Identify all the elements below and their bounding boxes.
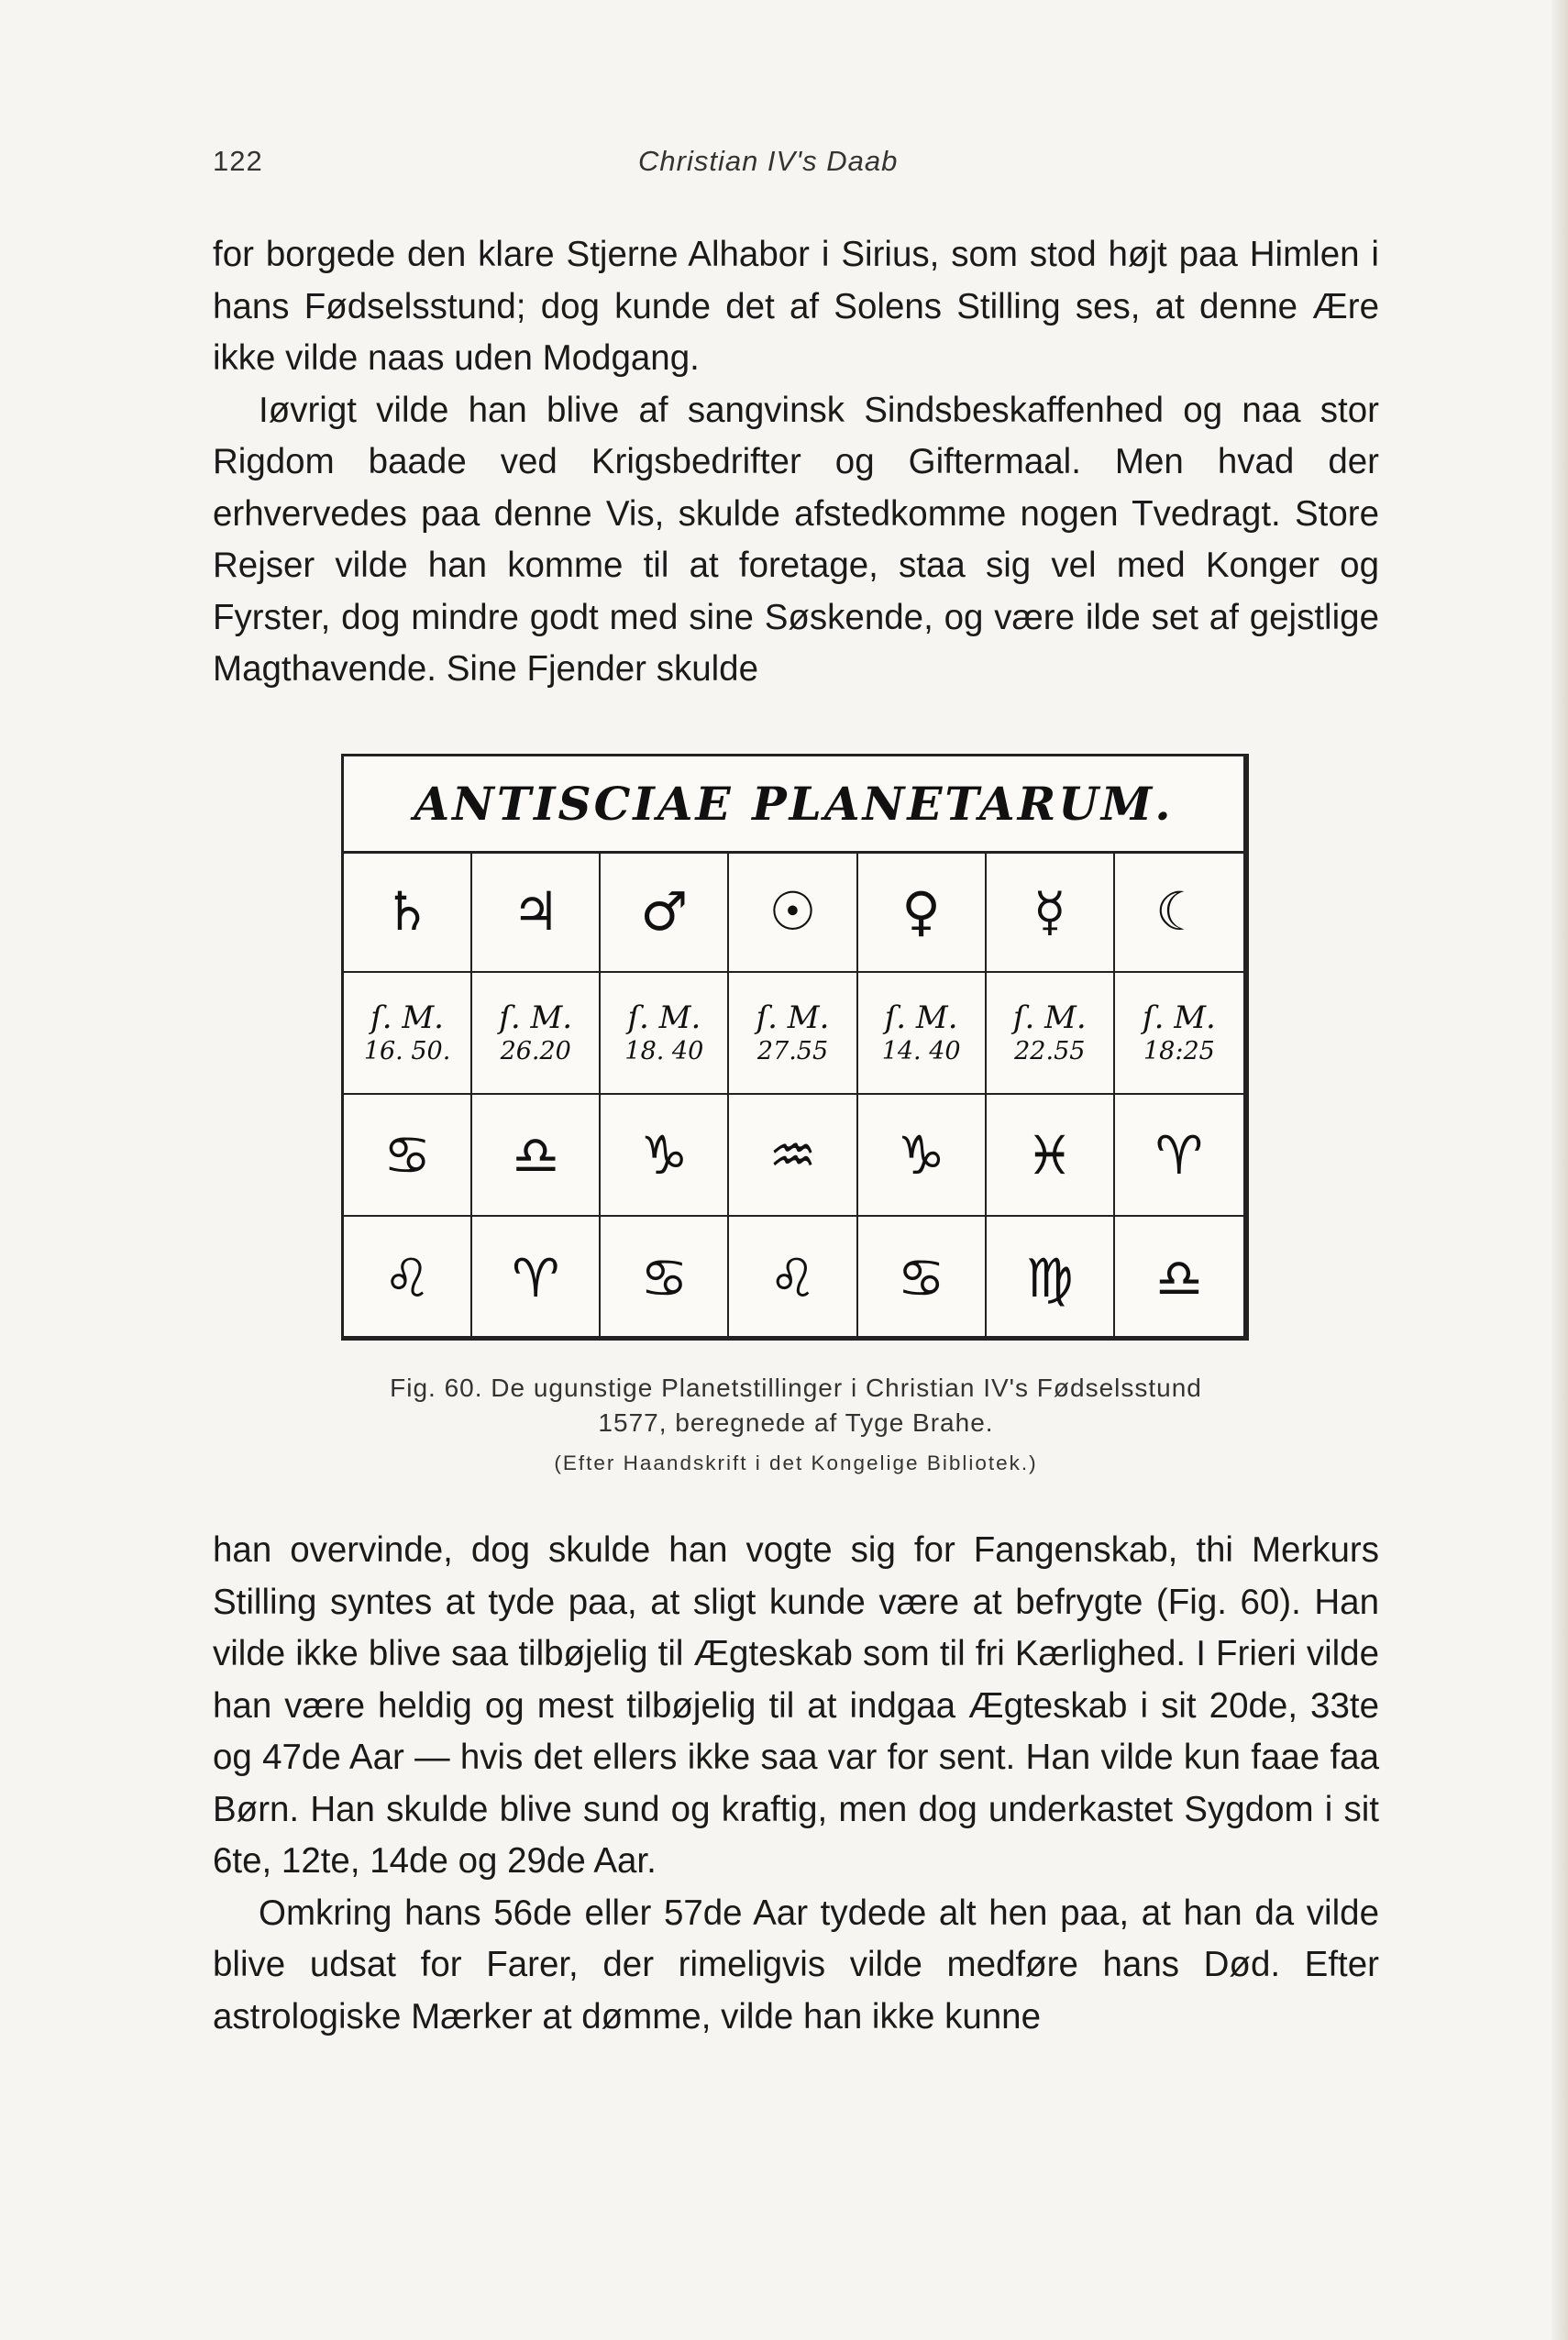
position-cell — [987, 973, 1115, 1095]
sign-cell — [472, 1095, 601, 1217]
figure-caption — [213, 1371, 1379, 1440]
jupiter-icon: ♃ — [512, 879, 560, 943]
leo-icon: ♌ — [768, 1246, 817, 1309]
sign-cell — [987, 1095, 1115, 1217]
pisces-icon: ♓ — [1025, 1123, 1074, 1187]
counter-sign-cell — [601, 1217, 729, 1339]
caption-line-1: Fig. 60. De ugunstige Planetstillinger i Christian IV's Fødselsstund — [390, 1374, 1202, 1402]
running-title: Christian IV's Daab — [638, 145, 899, 177]
counter-sign-cell — [344, 1217, 472, 1339]
body-text-bottom — [213, 1525, 1379, 2043]
planet-cell — [987, 851, 1115, 973]
mercury-icon: ☿ — [1032, 879, 1066, 943]
position-cell — [344, 973, 472, 1095]
libra-icon: ♎ — [1154, 1246, 1203, 1309]
position-unit: ſ. M. — [756, 999, 830, 1036]
planet-cell — [858, 851, 987, 973]
caption-source: (Efter Haandskrift i det Kongelige Bibliotek.) — [554, 1451, 1038, 1474]
position-cell — [858, 973, 987, 1095]
position-unit: ſ. M. — [370, 999, 444, 1036]
sign-cell — [1115, 1095, 1243, 1217]
cancer-icon: ♋ — [640, 1246, 689, 1309]
position-unit: ſ. M. — [1012, 999, 1087, 1036]
planet-grid — [344, 851, 1243, 1339]
libra-icon: ♎ — [512, 1123, 560, 1187]
position-value: 22.55 — [1014, 1036, 1086, 1065]
counter-sign-cell — [729, 1217, 857, 1339]
position-value: 18. 40 — [624, 1036, 704, 1065]
cancer-icon: ♋ — [383, 1123, 432, 1187]
position-cell — [729, 973, 857, 1095]
position-unit: ſ. M. — [627, 999, 701, 1036]
caption-line-2: 1577, beregnede af Tyge Brahe. — [598, 1408, 994, 1437]
capricorn-icon: ♑ — [897, 1123, 945, 1187]
aries-icon: ♈ — [512, 1246, 560, 1309]
paragraph-1: for borgede den klare Stjerne Alhabor i Sirius, som stod højt paa Himlen i hans Fødselsstund; dog kunde det af Solens Stilling ses, at denne Ære ikke vilde naas uden Modgang. — [213, 235, 1379, 378]
saturn-icon: ♄ — [383, 879, 432, 943]
position-value: 18:25 — [1143, 1036, 1215, 1065]
position-unit: ſ. M. — [499, 999, 573, 1036]
page-edge — [1551, 0, 1568, 2340]
body-text-top — [213, 229, 1379, 696]
mars-icon: ♂ — [640, 879, 689, 943]
position-value: 14. 40 — [881, 1036, 961, 1065]
counter-sign-cell — [987, 1217, 1115, 1339]
virgo-icon: ♍ — [1025, 1246, 1074, 1309]
position-cell — [601, 973, 729, 1095]
position-value: 26.20 — [500, 1036, 571, 1065]
position-unit: ſ. M. — [1143, 999, 1216, 1036]
capricorn-icon: ♑ — [640, 1123, 689, 1187]
figure-title-row — [344, 756, 1243, 854]
page-number: 122 — [213, 145, 263, 177]
figure-table — [341, 754, 1249, 1341]
sun-icon: ☉ — [768, 879, 817, 943]
paragraph-4: Omkring hans 56de eller 57de Aar tydede alt hen paa, at han da vilde blive udsat for Farer, der rimeligvis vilde medføre hans Død. Efter astrologiske Mærker at dømme, vilde han ikke kunne — [213, 1893, 1379, 2036]
sign-cell — [601, 1095, 729, 1217]
running-head — [213, 145, 1386, 191]
planet-cell — [472, 851, 601, 973]
position-cell — [1115, 973, 1243, 1095]
paragraph-2: Iøvrigt vilde han blive af sangvinsk Sindsbeskaffenhed og naa stor Rigdom baade ved Krigsbedrifter og Giftermaal. Men hvad der erhvervedes paa denne Vis, skulde afstedkomme nogen Tvedragt. Store Rejser vilde han komme til at foretage, staa sig vel med Konger og Fyrster, dog mindre godt med sine Søskende, og være ilde set af gejstlige Magthavende. Sine Fjender skulde — [213, 390, 1379, 689]
sign-cell — [729, 1095, 857, 1217]
planet-cell — [729, 851, 857, 973]
paragraph-3: han overvinde, dog skulde han vogte sig for Fangenskab, thi Merkurs Stilling syntes at tyde paa, at sligt kunde være at befrygte (Fig. 60). Han vilde ikke blive saa tilbøjelig til Ægteskab som til fri Kærlighed. I Frieri vilde han være heldig og mest tilbøjelig til at indgaa Ægteskab i sit 20de, 33te og 47de Aar — hvis det ellers ikke saa var for sent. Han vilde kun faae faa Børn. Han skulde blive sund og kraftig, men dog underkastet Sygdom i sit 6te, 12te, 14de og 29de Aar. — [213, 1530, 1379, 1881]
aquarius-icon: ♒ — [768, 1123, 817, 1187]
planet-cell — [1115, 851, 1243, 973]
moon-icon: ☾ — [1154, 879, 1203, 943]
sign-cell — [858, 1095, 987, 1217]
position-cell — [472, 973, 601, 1095]
venus-icon: ♀ — [901, 879, 941, 943]
planet-cell — [344, 851, 472, 973]
figure-title: ANTISCIAE PLANETARUM. — [414, 777, 1174, 831]
position-unit: ſ. M. — [884, 999, 958, 1036]
counter-sign-cell — [858, 1217, 987, 1339]
sign-cell — [344, 1095, 472, 1217]
position-value: 16. 50. — [363, 1036, 451, 1065]
leo-icon: ♌ — [383, 1246, 432, 1309]
position-value: 27.55 — [756, 1036, 829, 1065]
planet-cell — [601, 851, 729, 973]
counter-sign-cell — [1115, 1217, 1243, 1339]
aries-icon: ♈ — [1154, 1123, 1203, 1187]
cancer-icon: ♋ — [897, 1246, 945, 1309]
counter-sign-cell — [472, 1217, 601, 1339]
